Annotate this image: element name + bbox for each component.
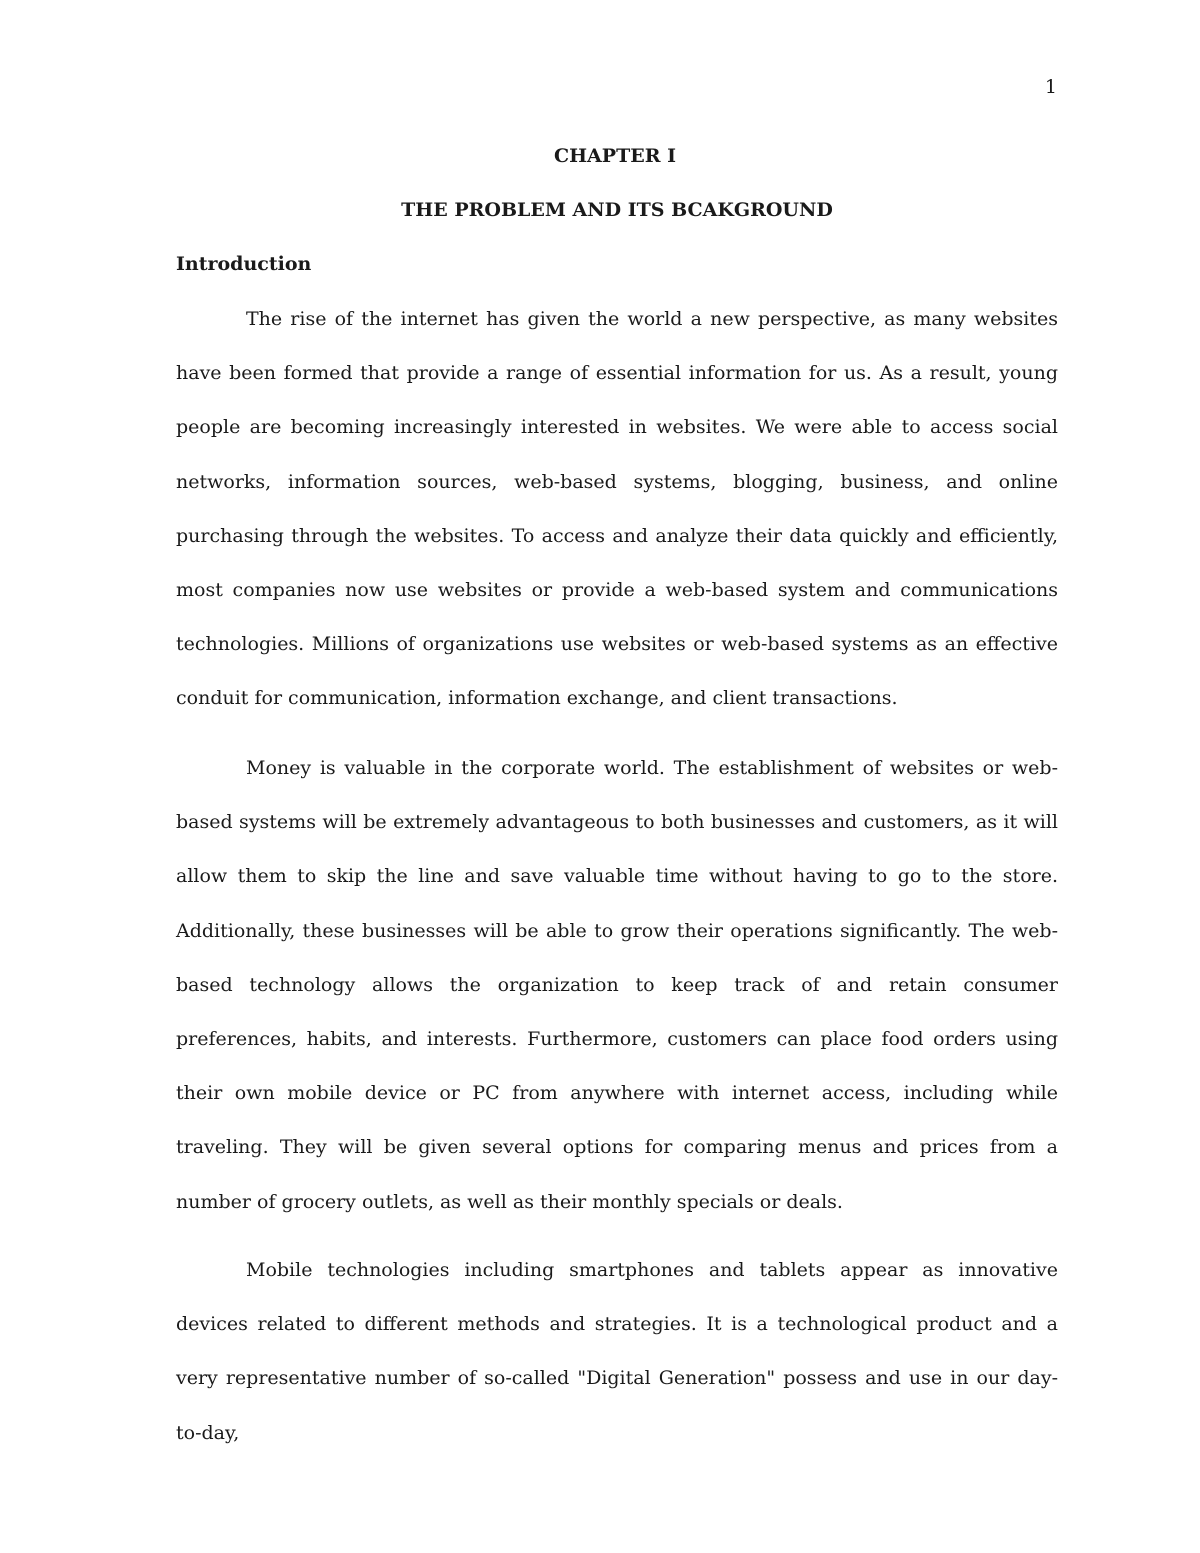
section-heading: Introduction xyxy=(176,253,312,275)
chapter-subtitle: THE PROBLEM AND ITS BCAKGROUND xyxy=(401,199,833,221)
page-number: 1 xyxy=(1044,76,1057,98)
chapter-title: CHAPTER I xyxy=(553,145,676,167)
paragraph: The rise of the internet has given the world a new perspective, as many websites have been formed that provide a range of essential information for us. As a result, young people are becoming increasingly interested in websites. We were able to access social networks, information sources, web-based systems, blogging, business, and online purchasing through the websites. To access and analyze their data quickly and efficiently, most companies now use websites or provide a web-based system and communications technologies. Millions of organizations use websites or web-based systems as an effective conduit for communication, information exchange, and client transactions. xyxy=(176,308,1058,710)
paragraph: Money is valuable in the corporate world. The establishment of websites or web-based systems will be extremely advantageous to both businesses and customers, as it will allow them to skip the line and save valuable time without having to go to the store. Additionally, these businesses will be able to grow their operations significantly. The web-based technology allows the organization to keep track of and retain consumer preferences, habits, and interests. Furthermore, customers can place food orders using their own mobile device or PC from anywhere with internet access, including while traveling. They will be given several options for comparing menus and prices from a number of grocery outlets, as well as their monthly specials or deals. xyxy=(176,757,1058,1213)
paragraph: Mobile technologies including smartphones and tablets appear as innovative devices related to different methods and strategies. It is a technological product and a very representative number of so-called "Digital Generation" possess and use in our day-to-day, xyxy=(176,1259,1058,1444)
